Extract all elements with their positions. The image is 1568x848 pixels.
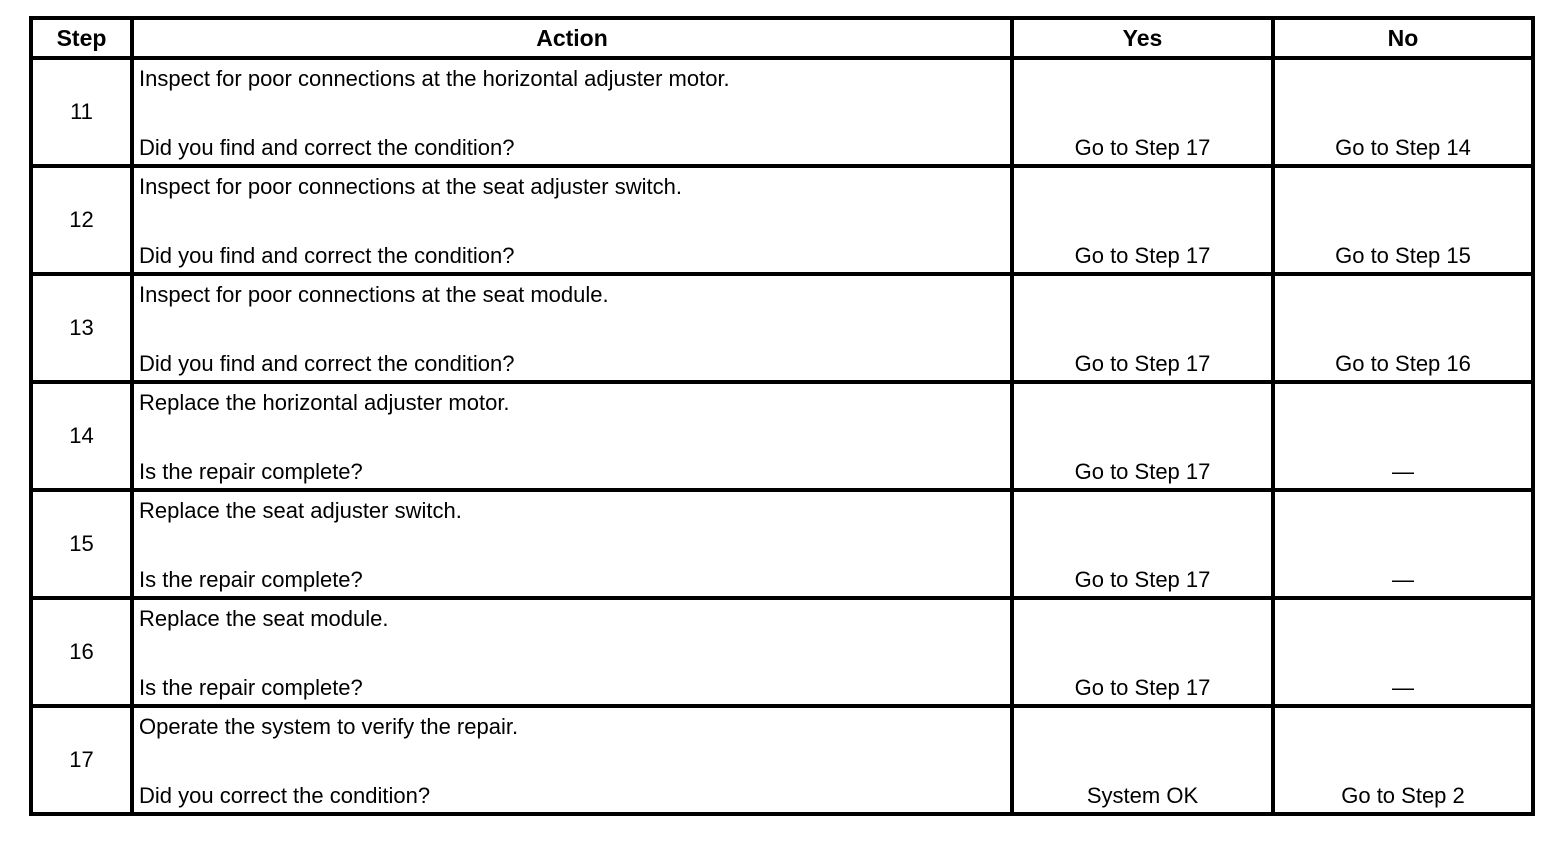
yes-result: Go to Step 17 [1012, 598, 1273, 706]
step-number: 14 [31, 382, 132, 490]
action-question: Is the repair complete? [139, 675, 363, 700]
action-question: Did you find and correct the condition? [139, 351, 515, 376]
no-result: — [1273, 490, 1533, 598]
action-question: Is the repair complete? [139, 459, 363, 484]
yes-result: System OK [1012, 706, 1273, 814]
action-text: Inspect for poor connections at the horizontal adjuster motor. [139, 66, 730, 91]
diagnostic-table [29, 16, 1535, 816]
action-text: Replace the horizontal adjuster motor. [139, 390, 510, 415]
action-cell [132, 58, 1012, 166]
action-cell [132, 274, 1012, 382]
no-result: Go to Step 15 [1273, 166, 1533, 274]
step-number: 16 [31, 598, 132, 706]
table-row [31, 382, 1533, 490]
yes-result: Go to Step 17 [1012, 490, 1273, 598]
step-number: 17 [31, 706, 132, 814]
yes-result: Go to Step 17 [1012, 382, 1273, 490]
no-result: Go to Step 2 [1273, 706, 1533, 814]
action-text: Operate the system to verify the repair. [139, 714, 519, 739]
action-text: Replace the seat adjuster switch. [139, 498, 462, 523]
no-result: Go to Step 16 [1273, 274, 1533, 382]
step-number: 11 [31, 58, 132, 166]
column-header-action: Action [132, 18, 1012, 58]
action-text: Replace the seat module. [139, 606, 389, 631]
table-row [31, 166, 1533, 274]
action-question: Did you find and correct the condition? [139, 135, 515, 160]
step-number: 13 [31, 274, 132, 382]
action-cell [132, 706, 1012, 814]
table-row [31, 598, 1533, 706]
yes-result: Go to Step 17 [1012, 274, 1273, 382]
column-header-yes: Yes [1012, 18, 1273, 58]
table-row [31, 706, 1533, 814]
step-number: 15 [31, 490, 132, 598]
action-question: Did you correct the condition? [139, 783, 431, 808]
no-result: — [1273, 382, 1533, 490]
action-cell [132, 490, 1012, 598]
action-question: Is the repair complete? [139, 567, 363, 592]
table-row [31, 274, 1533, 382]
yes-result: Go to Step 17 [1012, 166, 1273, 274]
table-header-row [31, 18, 1533, 58]
yes-result: Go to Step 17 [1012, 58, 1273, 166]
column-header-no: No [1273, 18, 1533, 58]
no-result: Go to Step 14 [1273, 58, 1533, 166]
action-question: Did you find and correct the condition? [139, 243, 515, 268]
column-header-step: Step [31, 18, 132, 58]
action-cell [132, 166, 1012, 274]
action-text: Inspect for poor connections at the seat module. [139, 282, 609, 307]
step-number: 12 [31, 166, 132, 274]
table-row [31, 490, 1533, 598]
action-text: Inspect for poor connections at the seat adjuster switch. [139, 174, 682, 199]
action-cell [132, 598, 1012, 706]
no-result: — [1273, 598, 1533, 706]
action-cell [132, 382, 1012, 490]
table-row [31, 58, 1533, 166]
